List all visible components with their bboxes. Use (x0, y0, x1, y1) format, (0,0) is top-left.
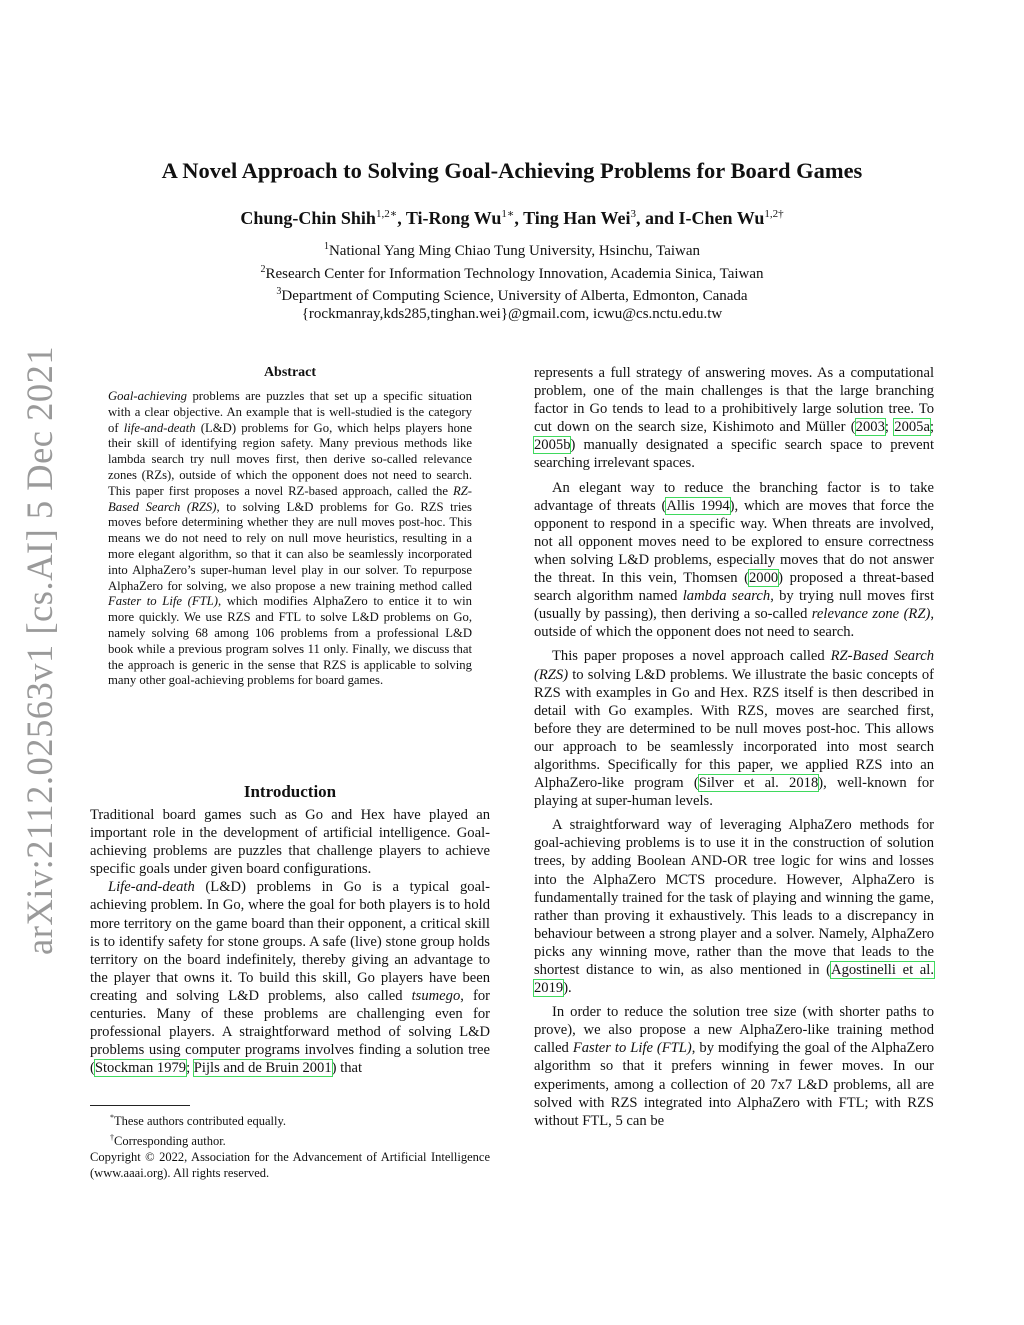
affiliation-mark: 2 (260, 263, 266, 275)
intro-run: (L&D) problems in Go is a typical goal-achieving problem. In Go, where the goal for both players is to hold more territory on the game board than their opponent, a critical skill is to identify safety for stone groups. A safe (live) stone group holds territory on the board indefinitely, thereby giving an advantage to the player that owns it. To build this skill, Go players have been creating and solving L&D problems, also called (90, 879, 490, 1004)
citation-link[interactable]: Pijls and de Bruin 2001 (193, 1060, 332, 1077)
author-affiliation-mark: 3 (630, 208, 636, 220)
abstract-run: , which modifies AlphaZero to entice it to win more quickly. We use RZS and FTL to solve L&D problems on Go, namely solving 68 among 106 problems from a professional L&D book while a previous program solves 11 only. Finally, we discuss that the approach is generic in the sense that RZS is applicable to solving many other goal-achieving problems for board games. (108, 594, 472, 688)
abstract-emph: life-and-death (123, 420, 196, 435)
body-paragraph (534, 1003, 934, 1130)
author-list (100, 207, 924, 229)
abstract-run: , to solving L&D problems for Go. RZS tries moves before determining whether they are null moves post-hoc. This means we do not need to rely on null move heuristics, resulting in a more elegant algorithm, so that it can also be seamlessly incorporated into AlphaZero’s super-human level play in our solver. To repurpose AlphaZero for solving, we also propose a new training method called (108, 499, 472, 593)
body-run: This paper proposes a novel approach called (552, 648, 831, 665)
citation-link[interactable]: 2005b (534, 437, 571, 454)
affiliation-line (100, 283, 924, 306)
body-run: represents a full strategy of answering moves. As a computational problem, one of the main challenges is that the large branching factor in Go tends to lead to a prohibitively large solution tree. To cut down on the search size, Kishimoto and Müller ( (534, 365, 934, 436)
introduction-body (90, 806, 490, 1077)
intro-emph: Life-and-death (108, 879, 195, 896)
citation-link[interactable]: 2000 (748, 570, 779, 587)
body-run: ; (884, 419, 895, 436)
affiliation-line (100, 261, 924, 284)
citation-link[interactable]: Stockman 1979 (94, 1060, 187, 1077)
author-affiliation-mark: 1,2∗ (375, 208, 398, 220)
body-run: ; (929, 419, 934, 436)
abstract-emph: Goal-achieving (108, 389, 187, 403)
body-run: ) proposed a threat-based search algorithm named (534, 570, 934, 605)
affiliation-mark: 3 (276, 286, 282, 298)
body-paragraph (534, 364, 934, 473)
body-run: to solving L&D problems. We illustrate the basic concepts of RZS with examples in Go and Hex. RZS itself is then described in detail with Go examples. With RZS, moves are searched first, before they are determined to be null moves post-hoc. This allows our approach to be seamlessly incorporated into most search algorithms. Specifically for this paper, we applied RZS into an AlphaZero-like program ( (534, 666, 934, 792)
paper-title: A Novel Approach to Solving Goal-Achieving Problems for Board Games (161, 158, 863, 183)
affiliation-mark: 1 (323, 241, 329, 252)
body-emph: lambda search (682, 588, 771, 605)
abstract-heading: Abstract (263, 365, 317, 380)
arxiv-identifier: arXiv:2112.02563v1 [cs.AI] 5 Dec 2021 (19, 345, 60, 955)
citation-link[interactable]: Silver et al. 2018 (698, 775, 819, 792)
footnote-text: These authors contributed equally. (114, 1114, 287, 1129)
body-run: A straightforward way of leveraging AlphaZero methods for goal-achieving problems is to use it in the construction of solution trees, by adding Boolean AND-OR tree logic for wins and losses into the AlphaZero MCTS procedure. However, AlphaZero is fundamentally trained for the task of playing and winning the game, rather than proving it exhaustively. This leads to a discrepancy in behaviour between a strong player and a solver. Namely, AlphaZero picks any winning move, rather than the move that leads to the shortest distance to win, as also mentioned in ( (534, 817, 934, 978)
citation-link[interactable]: 2003 (855, 419, 885, 436)
body-run: ). (563, 980, 572, 997)
introduction-heading: Introduction (243, 782, 337, 801)
intro-run: ) that (331, 1060, 363, 1077)
footnote (90, 1130, 490, 1150)
footnote-mark: * (110, 1113, 114, 1122)
abstract-text (108, 389, 472, 689)
author-name: Ti-Rong Wu (405, 208, 502, 228)
author-affiliation-mark: 1,2† (764, 208, 784, 220)
body-emph: Faster to Life (FTL) (572, 1040, 692, 1057)
body-emph: RZ-Based Search (RZS) (534, 648, 935, 683)
author-emails: {rockmanray,kds285,tinghan.wei}@gmail.com, icwu@cs.nctu.edu.tw (301, 305, 723, 322)
footnote (90, 1110, 490, 1130)
affiliation-text: Department of Computing Science, University of Alberta, Edmonton, Canada (281, 288, 748, 305)
affiliation-text: National Yang Ming Chiao Tung University, Hsinchu, Taiwan (328, 243, 701, 259)
abstract-emph: RZ-Based Search (RZS) (108, 483, 472, 514)
body-paragraph (534, 647, 934, 810)
body-run: , outside of which the opponent does not need to search. (534, 606, 934, 641)
abstract-run: (L&D) problems for Go, which helps players hone their skill of identifying region safety. Many previous methods like lambda search try null moves first, then derive so-called relevance zones (RZs), outside of which the opponent does not need to search. This paper first proposes a novel RZ-based approach, called the (108, 420, 472, 498)
footnote-text: Corresponding author. (114, 1134, 226, 1149)
citation-link[interactable]: Allis 1994 (666, 497, 730, 514)
body-run: In order to reduce the solution tree size (with shorter paths to prove), we also propose a new AlphaZero-like training method called (534, 1004, 934, 1057)
intro-paragraph: Traditional board games such as Go and Hex have played an important role in the development of artificial intelligence. Goal-achieving problems are puzzles that challenge players to achieve specific goals under given board configurations. (90, 807, 490, 878)
body-run: ) manually designated a specific search space to prevent searching irrelevant spaces. (534, 437, 934, 472)
footnote-rule (90, 1105, 190, 1106)
author-name: Chung-Chin Shih (240, 208, 376, 228)
body-run: , by modifying the goal of the AlphaZero algorithm so that it prefers winning in fewer moves. In our experiments, among a collection of 20 7x7 L&D problems, all are solved with RZS integrated into AlphaZero with FTL; with RZS without FTL, 5 can be (534, 1040, 935, 1129)
copyright-notice: Copyright © 2022, Association for the Advancement of Artificial Intelligence (www.aaai.org). All rights reserved. (90, 1149, 490, 1180)
body-run: , by trying null moves first (usually by passing), then deriving a so-called (534, 588, 934, 623)
footnotes (90, 1110, 490, 1182)
author-separator: , and (635, 208, 679, 228)
author-separator: , (514, 208, 524, 228)
intro-run: ; (186, 1060, 194, 1077)
intro-run: , for centuries. Many of these problems are challenging even for professional players. A straightforward method of solving L&D problems using computer programs involves finding a solution tree ( (90, 987, 490, 1077)
intro-paragraph (90, 878, 490, 1077)
abstract-emph: Faster to Life (FTL) (108, 594, 218, 609)
right-column-body (534, 364, 934, 1130)
body-paragraph (534, 479, 934, 642)
affiliation-text: Research Center for Information Technology Innovation, Academia Sinica, Taiwan (265, 265, 764, 282)
author-name: I-Chen Wu (678, 208, 765, 228)
author-name: Ting Han Wei (523, 208, 631, 228)
abstract-run: problems are puzzles that set up a specific situation with a clear objective. An example that is well-studied is the category of (108, 389, 472, 435)
intro-emph: tsumego (411, 987, 461, 1004)
body-paragraph (534, 816, 934, 997)
author-separator: , (397, 208, 406, 228)
body-run: ), which are moves that force the opponent to respond in a specific way. When threats are involved, not all opponent moves need to be explored to ensure correctness when solving L&D problems, especially moves that do not answer the threat. In this vein, Thomsen ( (534, 497, 934, 587)
body-emph: relevance zone (RZ) (811, 606, 931, 623)
affiliations (100, 238, 924, 323)
citation-link[interactable]: Agostinelli et al. 2019 (534, 962, 934, 997)
body-run: An elegant way to reduce the branching factor is to take advantage of threats ( (534, 479, 934, 514)
body-run: ), well-known for playing at super-human levels. (534, 775, 934, 810)
author-affiliation-mark: 1∗ (501, 208, 515, 220)
footnote-mark: † (110, 1132, 114, 1142)
citation-link[interactable]: 2005a (894, 419, 930, 436)
affiliation-line (100, 238, 924, 261)
